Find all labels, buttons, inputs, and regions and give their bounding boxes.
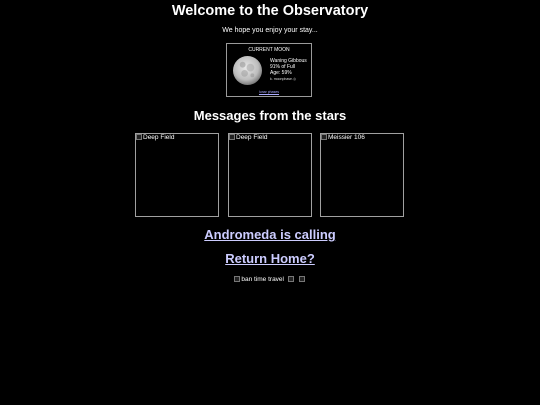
star-image-3[interactable] — [320, 133, 404, 217]
star-image-2[interactable] — [228, 133, 312, 217]
broken-image-icon — [288, 276, 294, 282]
tagline: We hope you enjoy your stay... — [222, 27, 318, 34]
broken-image-icon — [321, 134, 327, 140]
badge-alt-text: ban time travel — [241, 276, 284, 283]
badge-3[interactable] — [299, 276, 306, 283]
moon-phase-widget — [226, 43, 312, 97]
moon-percent-full: 91% of Full — [270, 64, 296, 70]
return-home-link[interactable]: Return Home? — [225, 251, 315, 266]
moon-phase-name: Waning Gibbous — [270, 58, 307, 64]
moon-credit: k. moonphase.◎ — [270, 77, 297, 81]
star-image-1[interactable] — [135, 133, 219, 217]
image-alt-text: Meissier 106 — [328, 134, 365, 141]
badge-2[interactable] — [288, 276, 295, 283]
broken-image-icon — [229, 134, 235, 140]
image-alt-text: Deep Field — [143, 134, 175, 141]
broken-image-icon — [299, 276, 305, 282]
andromeda-link[interactable]: Andromeda is calling — [204, 227, 336, 242]
section-title: Messages from the stars — [193, 108, 347, 123]
ban-time-travel-badge[interactable] — [234, 276, 284, 283]
broken-image-icon — [234, 276, 240, 282]
badge-row — [0, 276, 540, 283]
lunar-phases-link[interactable]: lunar phases — [258, 90, 280, 94]
broken-image-icon — [136, 134, 142, 140]
image-alt-text: Deep Field — [236, 134, 268, 141]
moon-info — [270, 58, 307, 76]
page-title: Welcome to the Observatory — [171, 3, 369, 19]
moon-age: Age: 59% — [270, 70, 292, 76]
moon-widget-heading: CURRENT MOON — [248, 47, 290, 53]
moon-icon — [232, 55, 263, 86]
